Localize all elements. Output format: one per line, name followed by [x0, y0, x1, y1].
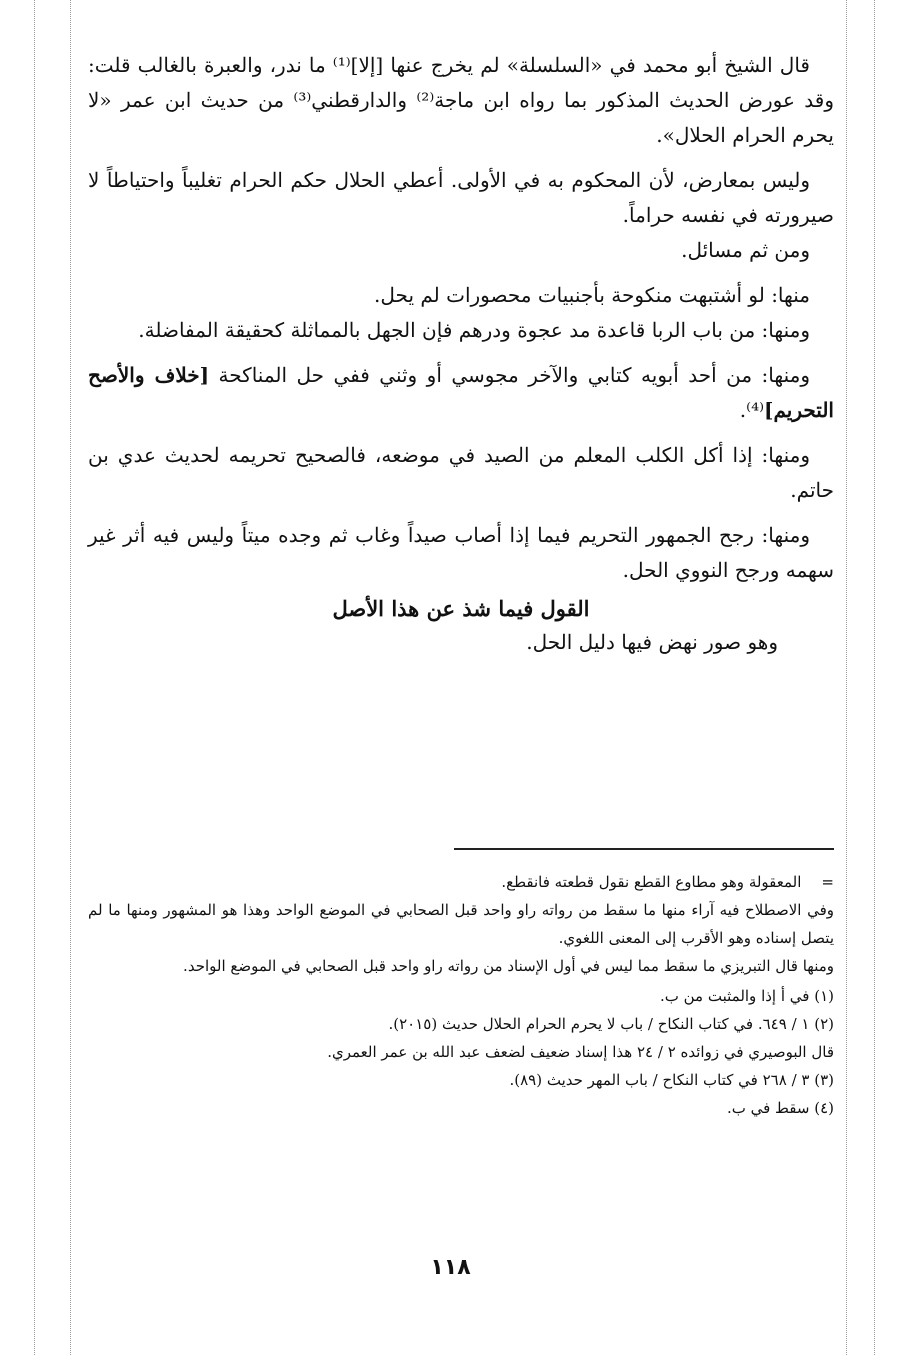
footnote-2-note: قال البوصيري في زوائده ٢ / ٢٤ هذا إسناد ضعيف لضعف عبد الله بن عمر العمري.: [327, 1043, 834, 1061]
footnote-text: المعقولة وهو مطاوع القطع نقول قطعته فانقطع.: [501, 873, 802, 891]
footnote-continuation: ومنها قال التبريزي ما سقط مما ليس في أول الإسناد من رواته راو واحد قبل الصحابي في الموضع الواحد.: [183, 957, 834, 975]
paragraph: قال الشيخ أبو محمد في «السلسلة» لم يخرج عنها [إلا]⁽¹⁾ ما ندر، والعبرة بالغالب قلت: وقد عورض الحديث المذكور بما رواه ابن ماجة⁽²⁾ والدارقطني⁽³⁾ من حديث ابن عمر «لا يحرم الحرام الحلال».: [88, 53, 834, 147]
footnote-4: (٤) سقط في ب.: [726, 1099, 834, 1117]
margin-dotted-line: [874, 0, 875, 1355]
footnote-ref: ⁽⁴⁾.: [739, 398, 765, 422]
margin-dotted-line: [846, 0, 847, 1355]
footnote-3: (٣) ٣ / ٢٦٨ في كتاب النكاح / باب المهر حديث (٨٩).: [509, 1071, 834, 1089]
section-intro: وهو صور نهض فيها دليل الحل.: [526, 630, 778, 654]
footnote-continuation: وفي الاصطلاح فيه آراء منها ما سقط من رواته راو واحد قبل الصحابي في الموضع الواحد وهذا هو المشهور ومنها ما لم يتصل إسناده وهو الأقرب إلى المعنى اللغوي.: [88, 901, 834, 947]
paragraph: [88, 358, 834, 428]
paragraph: ومنها: من باب الربا قاعدة مد عجوة ودرهم فإن الجهل بالمماثلة كحقيقة المفاضلة.: [138, 318, 810, 342]
paragraph-text: ومنها: من أحد أبويه كتابي والآخر مجوسي أو وثني ففي حل المناكحة: [209, 363, 810, 387]
footnote-continuation: [88, 868, 834, 896]
paragraph: ومنها: إذا أكل الكلب المعلم من الصيد في موضعه، فالصحيح تحريمه لحديث عدي بن حاتم.: [88, 443, 834, 502]
footnote-separator: [454, 848, 834, 850]
section-heading: القول فيما شذ عن هذا الأصل: [332, 596, 590, 621]
footnote-1: (١) في أ إذا والمثبت من ب.: [659, 987, 834, 1005]
footnote-2: (٢) ١ / ٦٤٩. في كتاب النكاح / باب لا يحرم الحرام الحلال حديث (٢٠١٥).: [388, 1015, 834, 1033]
page-number: ١١٨: [430, 1255, 471, 1280]
footnotes: [88, 868, 834, 1122]
continuation-mark: =: [821, 873, 834, 891]
paragraph: وليس بمعارض، لأن المحكوم به في الأولى. أعطي الحلال حكم الحرام تغليباً واحتياطاً لا صيرورته في نفسه حراماً.: [88, 168, 834, 227]
bracketed-bold-text: [خلاف والأصح التحريم]: [88, 363, 834, 422]
paragraph: ومنها: رجح الجمهور التحريم فيما إذا أصاب صيداً وغاب ثم وجده ميتاً وليس فيه أثر غير سهمه ورجح النووي الحل.: [88, 523, 834, 582]
margin-dotted-line: [34, 0, 35, 1355]
margin-dotted-line: [70, 0, 71, 1355]
paragraph: منها: لو أشتبهت منكوحة بأجنبيات محصورات لم يحل.: [374, 283, 810, 307]
paragraph: ومن ثم مسائل.: [681, 238, 810, 262]
main-text: [88, 48, 834, 658]
